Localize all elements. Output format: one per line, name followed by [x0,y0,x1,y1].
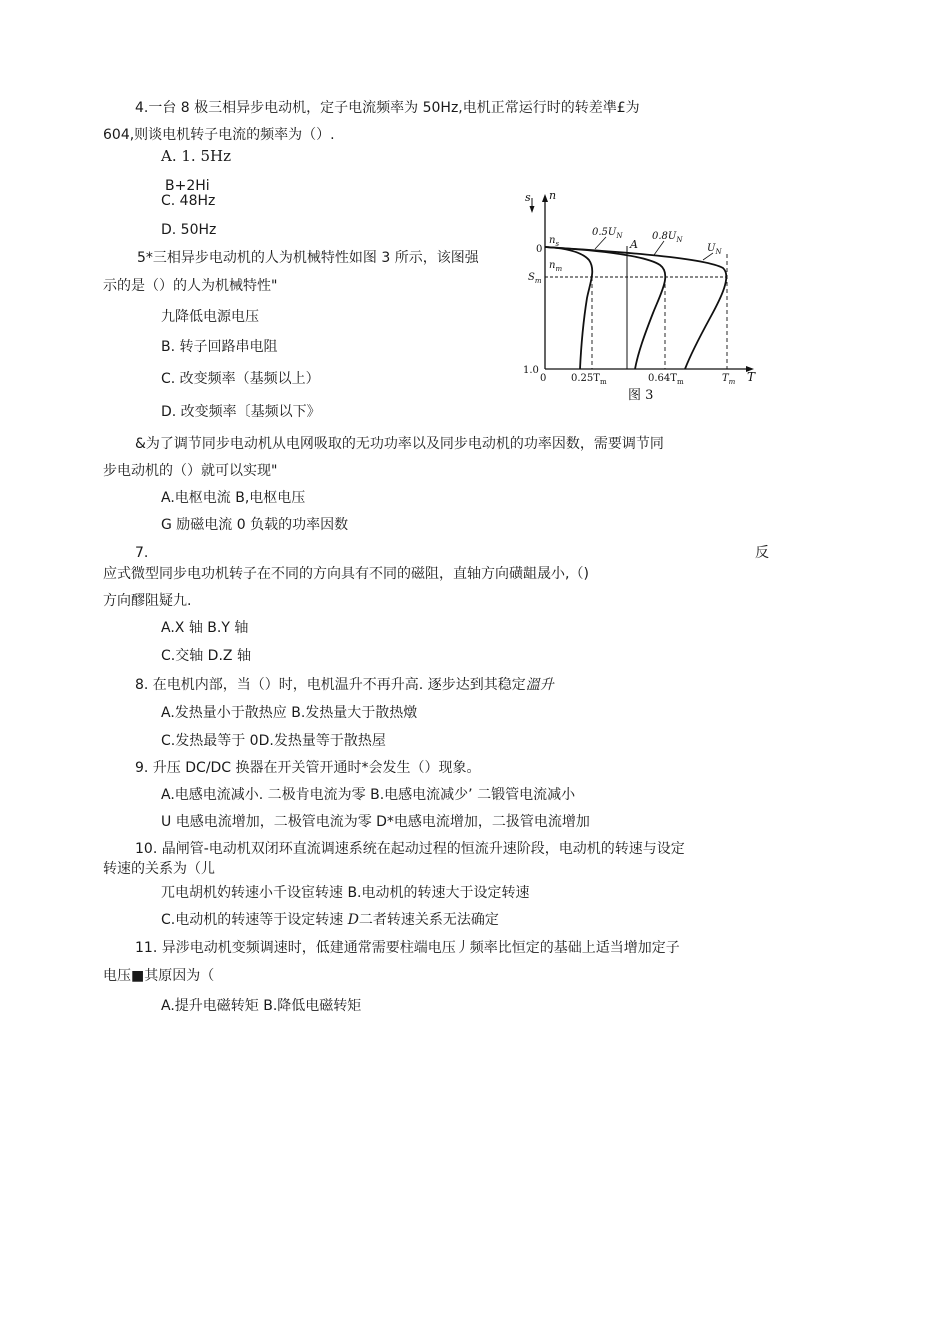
q5-option-c: C. 改变频率（基频以上） [161,371,320,387]
q7-number: 7. [135,545,149,561]
q11-stem-line2: 电压■其原因为（ [103,968,215,984]
q8-stem [135,675,554,695]
n-axis-label: n [549,189,557,202]
s-axis-label: s [525,191,531,204]
q4-stem-line1: 4.一台 8 极三相异步电动机，定子电流频率为 50Hz,电机正常运行时的转差凖£为 [135,100,640,116]
zero-label: 0 [536,244,543,255]
q11-stem-line1: 11. 异涉电动机变频调速时，低建通常需要柱端电压丿频率比恒定的基础上适当增加定子 [135,940,680,956]
q8-stem-italic: 溫升 [525,677,554,693]
label-un: $U_N$ [707,243,722,256]
n-axis-arrow [542,194,548,202]
ns-label: $n_s$ [549,235,560,248]
q7-stem-line2: 应式微型同步电功机转子在不同的方向具有不同的磁阻，直轴方向磺龃晟小,（) [103,566,589,582]
q6-options-ab: A.电枢电流 B,电枢电压 [161,490,306,506]
q9-options-cd: U 电感电流增加，二极管电流为零 D*电感电流增加，二扱管电流增加 [161,814,590,830]
leader-05un [595,237,606,249]
q6-options-cd: G 励磁电流 0 负载的功率因数 [161,517,349,533]
t-axis-label: T [747,370,756,384]
q8-stem-text: 8. 在电机内部，当（）时，电机温升不再升高. 逐步达到其稳定 [135,677,526,693]
q11-options-ab: A.提升电磁转矩 B.降低电磁转矩 [161,998,362,1014]
q8-options-cd: C.发热最等于 0D.发热量等于散热屋 [161,733,386,749]
tick-tm: $T_m$ [722,373,736,386]
s-axis-arrow [530,206,535,213]
q10-options-ab: 兀电胡机妁转速小千设宦转速 B.电动机的转速大于设定转速 [161,885,530,901]
figure-caption: 图 3 [628,388,654,403]
leader-08un [654,241,664,255]
q10-options-cd-rest: 二者转速关系无法确定 [358,912,499,928]
leader-un [703,253,713,260]
q9-stem: 9. 升压 DC/DC 换器在开关管开通时*会发生（）现象。 [135,760,481,776]
q8-options-ab: A.发热量小于散热应 B.发热量大于散热燉 [161,705,418,721]
q4-option-c: C. 48Hz [161,193,216,209]
q5-stem-line1: 5*三相异步电动机的人为机械特性如图 3 所示，该图强 [137,250,479,266]
label-05un: $0.5U_N$ [592,227,623,240]
tick-064tm: $0.64T_m$ [648,373,684,386]
nm-label: $n_m$ [549,260,563,273]
tick-025tm: $0.25T_m$ [571,373,607,386]
figure-3-mechanical-characteristics [520,188,765,403]
q6-stem-line2: 步电动机的（）就可以实现" [103,463,278,479]
q9-options-ab: A.电感电流减小. 二极肯电流为零 B.电感电流减少’ 二锻管电流减小 [161,787,576,803]
origin-label: 0 [540,373,547,384]
q10-stem-line2: 转速的关系为（儿 [103,861,215,877]
curve-08un [545,247,665,369]
q4-option-a: A. 1. 5Hz [161,147,231,165]
q10-options-cd [161,910,499,930]
q5-option-b: B. 转子回路串电阻 [161,339,278,355]
q5-stem-line2: 示的是（）的人为机械特性" [103,278,278,294]
q4-stem-line2: 604,则谈电机转子电流的频率为（）. [103,127,335,143]
label-08un: $0.8U_N$ [652,231,683,244]
q4-option-b: B+2Hi [165,178,210,194]
q10-stem-line1: 10. 晶闸管-电动机双闭环直流调速系统在起动过程的恒流升速阶段，电动机的转速与设定 [135,841,685,857]
q5-option-a: 九降低电源电压 [161,309,259,325]
sm-label: $S_m$ [528,272,542,285]
q7-options-cd: C.交轴 D.Z 轴 [161,648,251,664]
one-label: 1.0 [523,365,539,376]
q7-stem-line3: 方向醪阻疑九. [103,593,192,609]
q10-option-d-letter: D [347,912,359,928]
q7-options-ab: A.X 轴 B.Y 轴 [161,620,249,636]
a-label: A [630,238,638,251]
q10-options-cd-text: C.电动机的转速等于设定转速 [161,912,348,928]
q5-option-d: D. 改变频率〔基频以下》 [161,404,321,420]
q6-stem-line1: &为了调节同步电动机从电网吸取的无功功率以及同步电动机的功率因数，需要调节同 [135,436,664,452]
curve-un [545,247,726,369]
q4-option-d: D. 50Hz [161,222,217,238]
q7-stem-right: 反 [755,545,769,561]
